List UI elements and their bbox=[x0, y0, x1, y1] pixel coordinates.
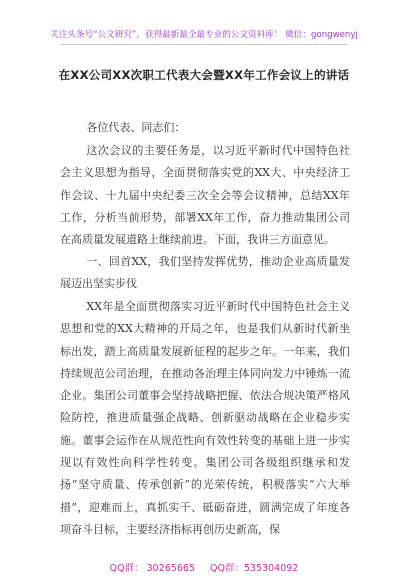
footer-qq-group-1: QQ群： 30265665 bbox=[109, 563, 195, 574]
document-title: 在XX公司XX次职工代表大会暨XX年工作会议上的讲话 bbox=[58, 68, 350, 82]
section-heading-one: 一、回首XX，我们坚持发挥优势，推动企业高质量发展迈出坚实步伐 bbox=[60, 255, 350, 291]
header-banner bbox=[0, 0, 408, 48]
paragraph-body: XX年是全面贯彻落实习近平新时代中国特色社会主义思想和党的XX大精神的开局之年，也是我们从新时代新坐标出发，踏上高质量发展新征程的起步之年。一年来，我们持续规范公司治理，在推动各治理主体同向发力中锤炼一流企业。集团公司董事会坚持战略把握、依法合规决策严格风险防控，推进质量强企战略、创新驱动战略在企业稳步实施。董事会运作在从规范性向有效性转变的基础上进一步实现以有效性向科学性转变。集团公司各级组织继承和发扬“坚守质量、传承创新”的光荣传统，积极落实“六大举措”，迎难而上，真抓实干、砥砺奋进，圆满完成了年度各项奋斗目标，主要经济指标再创历史新高，保 bbox=[60, 300, 350, 536]
salutation: 各位代表、同志们： bbox=[86, 121, 186, 134]
header-notice: 关注头条号“公文研究”，获得最新最全最专业的公文资料库！ 微信：gongwenyj bbox=[50, 30, 358, 40]
header-divider bbox=[61, 44, 347, 45]
paragraph-intro: 这次会议的主要任务是，以习近平新时代中国特色社会主义思想为指导，全面贯彻落实党的XX大、中央经济工作会议、十九届中央纪委三次全会等会议精神，总结XX年工作，分析当前形势，部署XX年工作，奋力推动集团公司在高质量发展道路上继续前进。下面，我讲三方面意见。 bbox=[60, 144, 350, 247]
footer-qq-groups bbox=[0, 560, 408, 574]
footer-qq-group-2: QQ群：535304092 bbox=[210, 563, 299, 574]
